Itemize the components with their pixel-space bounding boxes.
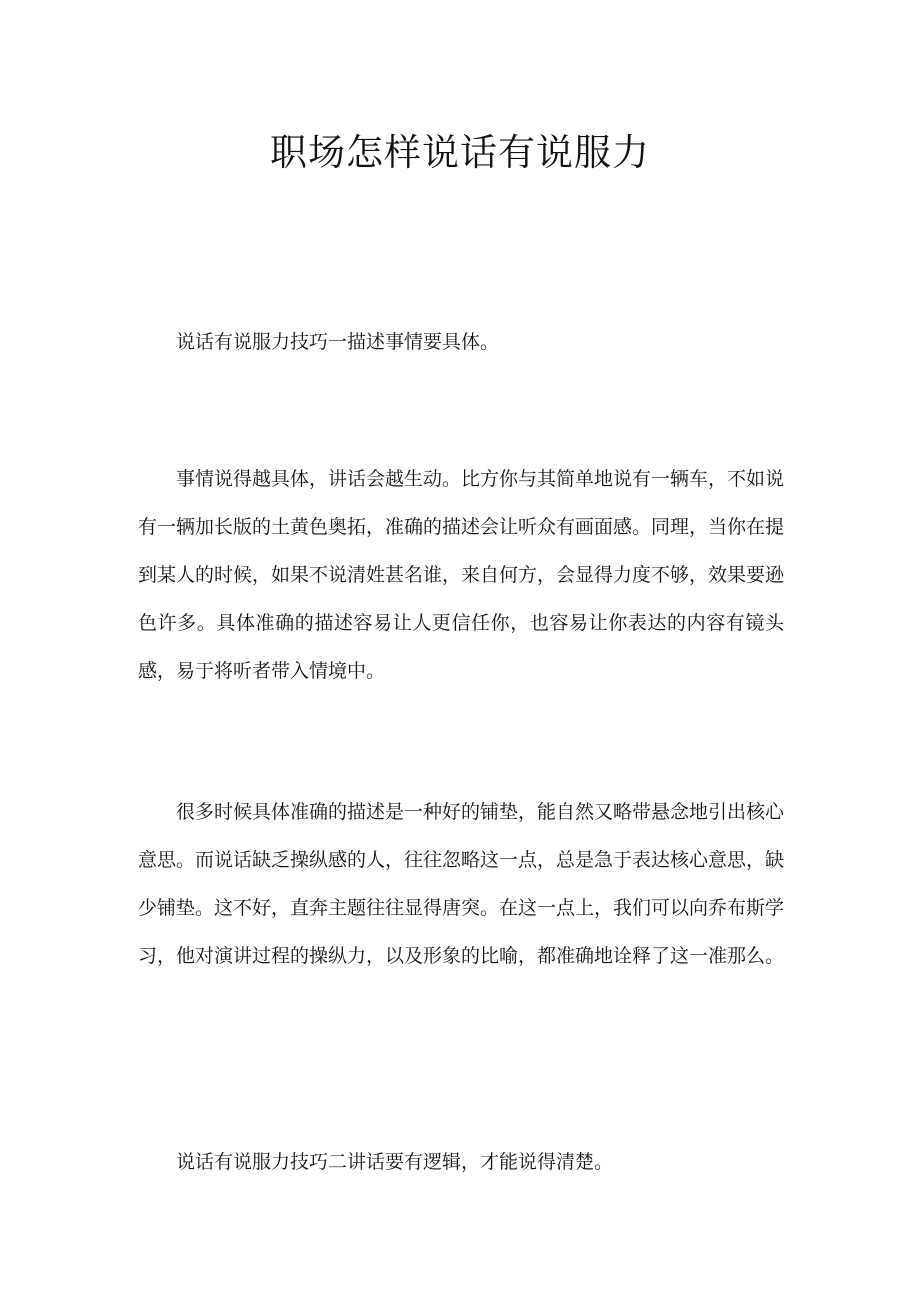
paragraph-tip-two-heading: 说话有说服力技巧二讲话要有逻辑，才能说得清楚。 <box>176 1151 614 1173</box>
paragraph-tip-one-heading: 说话有说服力技巧一描述事情要具体。 <box>176 331 500 353</box>
document-title: 职场怎样说话有说服力 <box>270 131 650 174</box>
paragraph-specific-description: 事情说得越具体，讲话会越生动。比方你与其简单地说有一辆车，不如说有一辆加长版的土黄色奥拓，准确的描述会让听众有画面感。同理，当你在提到某人的时候，如果不说清姓甚名谁，来自何方，会显得力度不够，效果要逊色许多。具体准确的描述容易让人更信任你，也容易让你表达的内容有镜头感，易于将听者带入情境中。 <box>138 468 785 682</box>
paragraph-foreshadowing: 很多时候具体准确的描述是一种好的铺垫，能自然又略带悬念地引出核心意思。而说话缺乏操纵感的人，往往忽略这一点，总是急于表达核心意思，缺少铺垫。这不好，直奔主题往往显得唐突。在这一点上，我们可以向乔布斯学习，他对演讲过程的操纵力，以及形象的比喻，都准确地诠释了这一准那么。 <box>138 801 785 967</box>
